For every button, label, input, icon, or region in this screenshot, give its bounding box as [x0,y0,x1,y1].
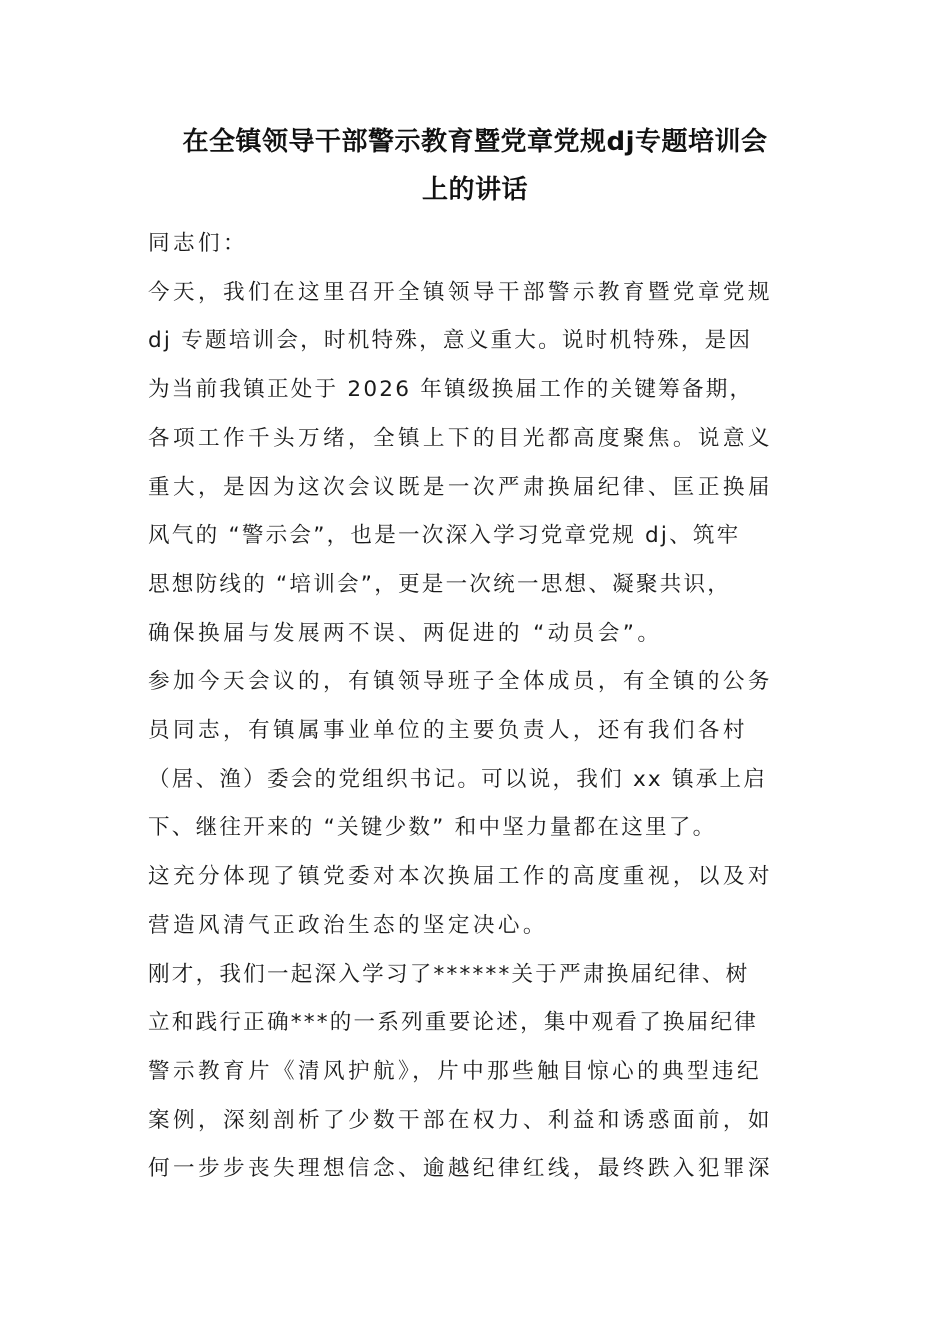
body-line: 何一步步丧失理想信念、逾越纪律红线，最终跌入犯罪深 [148,1156,773,1182]
body-line: 参加今天会议的，有镇领导班子全体成员，有全镇的公务 [148,669,773,695]
body-line: dj 专题培训会，时机特殊，意义重大。说时机特殊，是因 [148,328,753,354]
body-line: 为当前我镇正处于 2026 年镇级换届工作的关键筹备期， [148,377,754,403]
document-body [148,220,806,1194]
title-line-2: 上的讲话 [421,175,528,205]
body-line: （居、渔）委会的党组织书记。可以说，我们 xx 镇承上启 [148,766,768,792]
body-line: 营造风清气正政治生态的坚定决心。 [148,912,548,938]
body-line: 员同志，有镇属事业单位的主要负责人，还有我们各村 [148,718,748,744]
body-line: 案例，深刻剖析了少数干部在权力、利益和诱惑面前，如 [148,1107,773,1133]
body-line: 这充分体现了镇党委对本次换届工作的高度重视，以及对 [148,864,773,890]
body-line: 下、继往开来的 “关键少数” 和中坚力量都在这里了。 [148,815,717,841]
body-line: 刚才，我们一起深入学习了******关于严肃换届纪律、树 [148,961,750,987]
body-line: 立和践行正确***的一系列重要论述，集中观看了换届纪律 [148,1010,759,1036]
body-line: 重大，是因为这次会议既是一次严肃换届纪律、匡正换届 [148,474,773,500]
title-line-1: 在全镇领导干部警示教育暨党章党规dj专题培训会 [182,127,768,157]
body-line: 今天，我们在这里召开全镇领导干部警示教育暨党章党规 [148,279,773,305]
body-line: 思想防线的 “培训会”，更是一次统一思想、凝聚共识， [148,571,732,597]
body-line: 确保换届与发展两不误、两促进的 “动员会”。 [148,620,663,646]
body-line: 风气的 “警示会”，也是一次深入学习党章党规 dj、筑牢 [148,523,741,549]
salutation: 同志们： [148,231,248,256]
document-title [140,118,810,214]
body-line: 各项工作千头万绪，全镇上下的目光都高度聚焦。说意义 [148,425,773,451]
body-line: 警示教育片《清风护航》，片中那些触目惊心的典型违纪 [148,1058,763,1084]
